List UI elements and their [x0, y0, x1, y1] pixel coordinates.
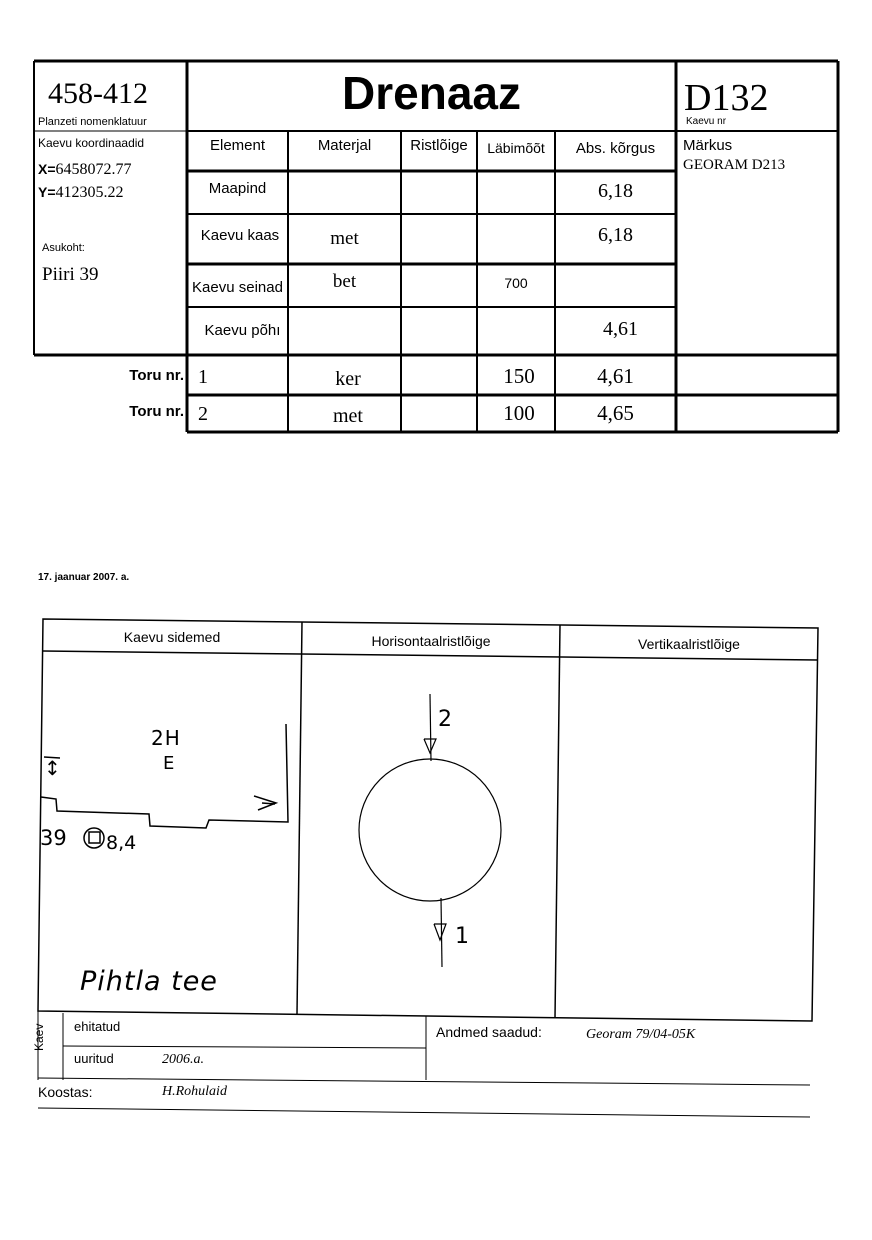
notes-label: Märkus	[683, 137, 733, 154]
row-element-kaevu-pohi: Kaevu põhı	[204, 322, 281, 339]
col-header-materjal: Materjal	[317, 137, 372, 154]
coord-x	[38, 161, 132, 179]
pipe-1-materjal: ker	[335, 368, 361, 390]
footer-uuritud-label: uuritud	[74, 1051, 114, 1066]
col-header-element: Element	[209, 137, 266, 154]
pipe-2-label: Toru nr.	[129, 403, 184, 420]
row-element-maapind: Maapind	[208, 180, 267, 197]
footer-uuritud-value: 2006.a.	[162, 1052, 204, 1067]
sketch-hand-arrow2: 2	[438, 707, 452, 732]
coords-label: Kaevu koordinaadid	[38, 136, 145, 150]
pipe-1-line	[441, 898, 442, 967]
sketch-hand-e: E	[163, 753, 175, 774]
coord-y	[38, 184, 124, 202]
col-header-korgus: Abs. kõrgus	[575, 140, 656, 157]
row-element-kaevu-seinad: Kaevu seinad	[192, 279, 283, 296]
planzet-value: 458-412	[48, 77, 148, 110]
sketch-well-symbol	[84, 828, 104, 848]
row-korgus-kaevu-kaas: 6,18	[598, 224, 633, 246]
coord-x-label: X=	[38, 161, 56, 177]
notes-value: GEORAM D213	[683, 157, 786, 173]
pipe-1-nr: 1	[198, 366, 208, 388]
pipe-2-materjal: met	[333, 405, 363, 427]
sketch-hand-arrow1: 1	[455, 924, 469, 949]
footer-andmed-label: Andmed saadud:	[436, 1024, 542, 1040]
footer-kaev-label: Kaev	[32, 1023, 46, 1051]
footer-ehitatud-label: ehitatud	[74, 1019, 121, 1034]
kaevu-nr-value: D132	[684, 77, 769, 119]
row-materjal-kaevu-kaas: met	[330, 228, 359, 249]
sketch-hand-39: 39	[40, 826, 67, 850]
coord-y-label: Y=	[38, 184, 56, 200]
coord-y-value: 412305.22	[55, 184, 124, 201]
pipe-2-nr: 2	[198, 403, 208, 425]
footer-koostas-value: H.Rohulaid	[162, 1084, 227, 1099]
planzet-label: Planzeti nomenklatuur	[38, 116, 147, 128]
sketch-header-sidemed: Kaevu sidemed	[123, 629, 221, 645]
row-korgus-kaevu-pohi: 4,61	[603, 318, 638, 340]
location-value: Piiri 39	[42, 264, 99, 285]
coord-x-value: 6458072.77	[55, 161, 132, 178]
row-materjal-kaevu-seinad: bet	[332, 271, 357, 292]
pipe-1-label: Toru nr.	[129, 367, 184, 384]
row-element-kaevu-kaas: Kaevu kaas	[200, 227, 280, 244]
pipe-2-korgus: 4,65	[597, 401, 634, 425]
pipe-1-korgus: 4,61	[597, 364, 634, 388]
row-labimoot-kaevu-seinad: 700	[504, 275, 528, 291]
sketch-hand-street: Pihtla tee	[80, 966, 218, 997]
horizontal-section-drawing	[359, 694, 501, 967]
col-header-labimoot: Läbimõõt	[487, 140, 545, 156]
sketch-hand-2h: 2H	[151, 726, 181, 750]
col-header-ristloige: Ristlõige	[410, 137, 468, 154]
footer-andmed-value: Georam 79/04-05K	[586, 1027, 696, 1042]
location-label: Asukoht:	[42, 242, 85, 254]
sketch-hand-84: 8,4	[106, 832, 137, 854]
pipe-1-labimoot: 150	[503, 364, 535, 388]
row-korgus-maapind: 6,18	[598, 180, 633, 202]
document-date: 17. jaanuar 2007. a.	[38, 572, 130, 583]
sketch-hand-left: ↕	[44, 756, 61, 780]
page-title: Drenaaz	[342, 67, 521, 119]
sketch-header-horisontaal: Horisontaalristlõige	[371, 633, 491, 649]
kaevu-nr-label: Kaevu nr	[686, 116, 727, 127]
footer-koostas-label: Koostas:	[38, 1084, 93, 1100]
pipe-2-labimoot: 100	[503, 401, 535, 425]
sketch-header-vertikaal: Vertikaalristlõige	[638, 636, 740, 652]
